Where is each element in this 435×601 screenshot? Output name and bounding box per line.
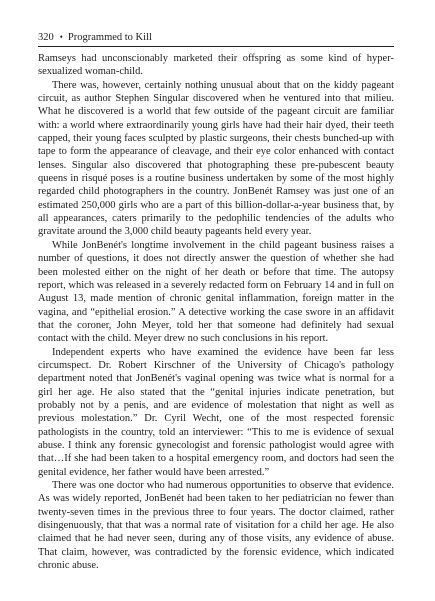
body-text (38, 52, 394, 572)
book-title: Programmed to Kill (67, 32, 152, 43)
header-rule (38, 46, 394, 47)
paragraph: While JonBenét's longtime involvement in the child pageant business raises a number of questions, it does not directly answer the question of whether she had been molested either on the night of her death or before that time. The autopsy report, which was released in a severely redacted form on February 14 and in full on August 13, made mention of chronic genital inflammation, foreign matter in the vagina, and “epithelial erosion.” A detective working the case swore in an affidavit that the coroner, John Meyer, told her that someone had definitely had sexual contact with the child. Meyer drew no such conclusions in his report. (38, 239, 394, 345)
page-number: 320 (38, 32, 54, 43)
paragraph: There was one doctor who had numerous opportunities to observe that evidence. As was widely reported, JonBenét had been taken to her pediatrician no fewer than twenty-seven times in the previous three to four years. The doctor claimed, rather disingenuously, that that was a normal rate of visitation for a child her age. He also claimed that he had never seen, during any of those visits, any evidence of abuse. That claim, however, was contradicted by the forensic evidence, which indicated chronic abuse. (38, 480, 394, 572)
header-separator: • (59, 32, 63, 42)
running-header (38, 30, 394, 46)
paragraph: Independent experts who have examined the evidence have been far less circumspect. Dr. Robert Kirschner of the University of Chicago's pathology department noted that JonBenét's vaginal opening was twice what is normal for a girl her age. He also stated that the “genital injuries indicate penetration, but probably not by a penis, and are evidence of molestation that night as well as previous molestation.” Dr. Cyril Wecht, one of the most respected forensic pathologists in the country, told an interviewer: “This to me is evidence of sexual abuse. I think any forensic gynecologist and forensic pathologist would agree with that…If she had been taken to a hospital emergency room, and doctors had seen the genital evidence, her father would have been arrested.” (38, 346, 394, 478)
paragraph-continued: Ramseys had unconscionably marketed their offspring as some kind of hyper-sexualized woman-child. (38, 53, 394, 78)
paragraph: There was, however, certainly nothing unusual about that on the kiddy pageant circuit, as author Stephen Singular discovered when he ventured into that milieu. What he discovered is a world that few outside of the pageant circuit are familiar with: a world where extraordinarily young girls have had their hair dyed, their teeth capped, their young faces sculpted by plastic surgeons, their chests bunched-up with tape to form the appearance of cleavage, and their eye color enhanced with contact lenses. Singular also discovered that photographing these pre-pubescent beauty queens in risqué poses is a routine business undertaken by some of the most highly regarded child photographers in the country. JonBenét Ramsey was just one of an estimated 250,000 girls who are a part of this billion-dollar-a-year business that, by all appearances, caters primarily to the pedophilic tendencies of the adults who gravitate around the 3,000 child beauty pageants held every year. (38, 79, 394, 238)
